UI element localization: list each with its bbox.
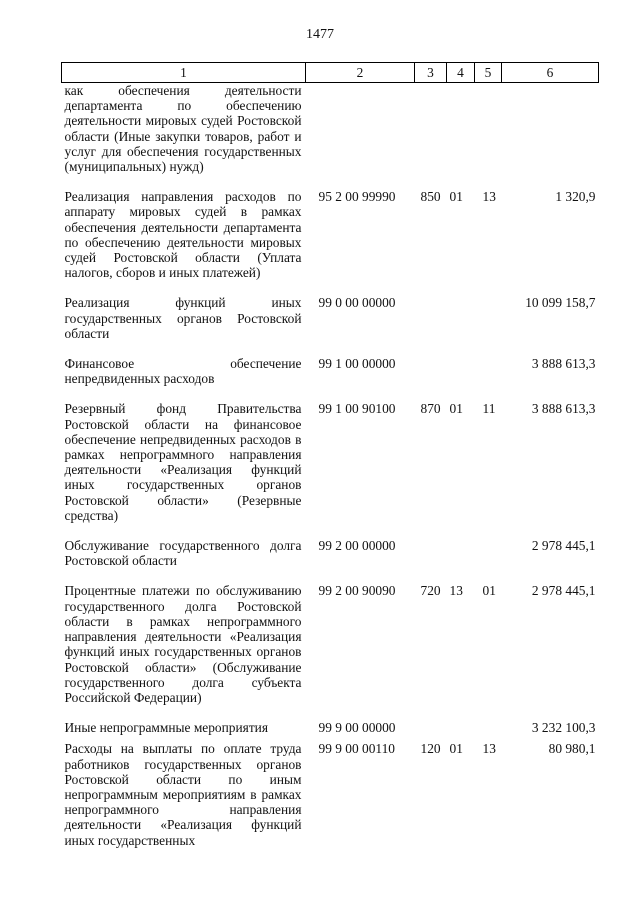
row-subsection xyxy=(475,295,502,356)
table-row xyxy=(62,583,599,720)
row-expense-type: 870 xyxy=(420,401,441,417)
column-header: 5 xyxy=(475,63,502,83)
column-header: 6 xyxy=(502,63,599,83)
row-subsection: 13 xyxy=(482,189,496,205)
row-description: как обеспечения деятельности департамента по обеспечению деятельности мировых судей Ростовской области (Иные закупки товаров, работ и услуг для обеспечения государственных (муниципальных) нужд) xyxy=(64,83,302,175)
row-code: 95 2 00 99990 xyxy=(318,189,396,205)
budget-table xyxy=(61,62,599,848)
row-amount: 2 978 445,1 xyxy=(531,583,596,599)
row-expense-type: 850 xyxy=(420,189,441,205)
row-subsection xyxy=(475,720,502,741)
row-subsection: 01 xyxy=(482,583,496,599)
row-section xyxy=(447,295,475,356)
row-amount: 80 980,1 xyxy=(548,741,596,757)
row-section: 01 xyxy=(449,741,463,757)
column-header: 4 xyxy=(447,63,475,83)
row-expense-type xyxy=(415,356,447,401)
row-section xyxy=(447,356,475,401)
row-amount: 10 099 158,7 xyxy=(525,295,596,311)
table-row xyxy=(62,189,599,295)
row-amount: 3 232 100,3 xyxy=(531,720,596,736)
table-row xyxy=(62,401,599,538)
row-code: 99 0 00 00000 xyxy=(318,295,396,311)
row-code: 99 2 00 00000 xyxy=(318,538,396,554)
row-section: 13 xyxy=(449,583,463,599)
row-code: 99 9 00 00000 xyxy=(318,720,396,736)
table-row xyxy=(62,720,599,741)
row-section xyxy=(447,83,475,190)
table-row xyxy=(62,538,599,583)
row-code: 99 1 00 90100 xyxy=(318,401,396,417)
row-description: Резервный фонд Правительства Ростовской области на финансовое обеспечение непредвиденных расходов в рамках непрограммного направления деятельности «Реализация функций иных государственных органов Ростовской области» (Резервные средства) xyxy=(64,401,302,523)
row-subsection xyxy=(475,538,502,583)
row-subsection: 13 xyxy=(482,741,496,757)
row-subsection xyxy=(475,83,502,190)
row-description: Расходы на выплаты по оплате труда работников государственных органов Ростовской области по иным непрограммным мероприятиям в рамках непрограммного направления деятельности «Реализация функций иных государственных xyxy=(64,741,302,848)
row-description: Реализация направления расходов по аппарату мировых судей в рамках обеспечения деятельности департамента по обеспечению деятельности мировых судей Ростовской области (Уплата налогов, сборов и иных платежей) xyxy=(64,189,302,281)
table-row xyxy=(62,295,599,356)
page-number: 1477 xyxy=(306,27,334,42)
row-amount: 3 888 613,3 xyxy=(531,356,596,372)
row-section: 01 xyxy=(449,401,463,417)
row-amount: 2 978 445,1 xyxy=(531,538,596,554)
table-row xyxy=(62,83,599,190)
row-amount: 1 320,9 xyxy=(555,189,596,205)
row-expense-type xyxy=(415,538,447,583)
table-row xyxy=(62,741,599,847)
row-code: 99 2 00 90090 xyxy=(318,583,396,599)
column-header: 2 xyxy=(306,63,415,83)
row-subsection xyxy=(475,356,502,401)
column-header: 3 xyxy=(415,63,447,83)
row-code: 99 9 00 00110 xyxy=(318,741,395,757)
row-description: Реализация функций иных государственных органов Ростовской области xyxy=(64,295,302,341)
row-section: 01 xyxy=(449,189,463,205)
row-expense-type xyxy=(415,83,447,190)
row-description: Процентные платежи по обслуживанию государственного долга Ростовской области в рамках непрограммного направления деятельности «Реализация функций иных государственных органов Ростовской области» (Обслуживание государственного долга субъекта Российской Федерации) xyxy=(64,583,302,705)
row-expense-type xyxy=(415,720,447,741)
row-description: Финансовое обеспечение непредвиденных расходов xyxy=(64,356,302,387)
row-code: 99 1 00 00000 xyxy=(318,356,396,372)
row-code xyxy=(306,83,415,190)
row-expense-type: 720 xyxy=(420,583,441,599)
row-expense-type: 120 xyxy=(420,741,441,757)
row-section xyxy=(447,538,475,583)
row-subsection: 11 xyxy=(482,401,496,417)
row-description: Иные непрограммные мероприятия xyxy=(64,720,268,736)
row-section xyxy=(447,720,475,741)
table-row xyxy=(62,356,599,401)
column-header: 1 xyxy=(62,63,306,83)
row-expense-type xyxy=(415,295,447,356)
table-header-row xyxy=(62,63,599,83)
row-amount xyxy=(502,83,599,190)
row-description: Обслуживание государственного долга Ростовской области xyxy=(64,538,302,569)
row-amount: 3 888 613,3 xyxy=(531,401,596,417)
